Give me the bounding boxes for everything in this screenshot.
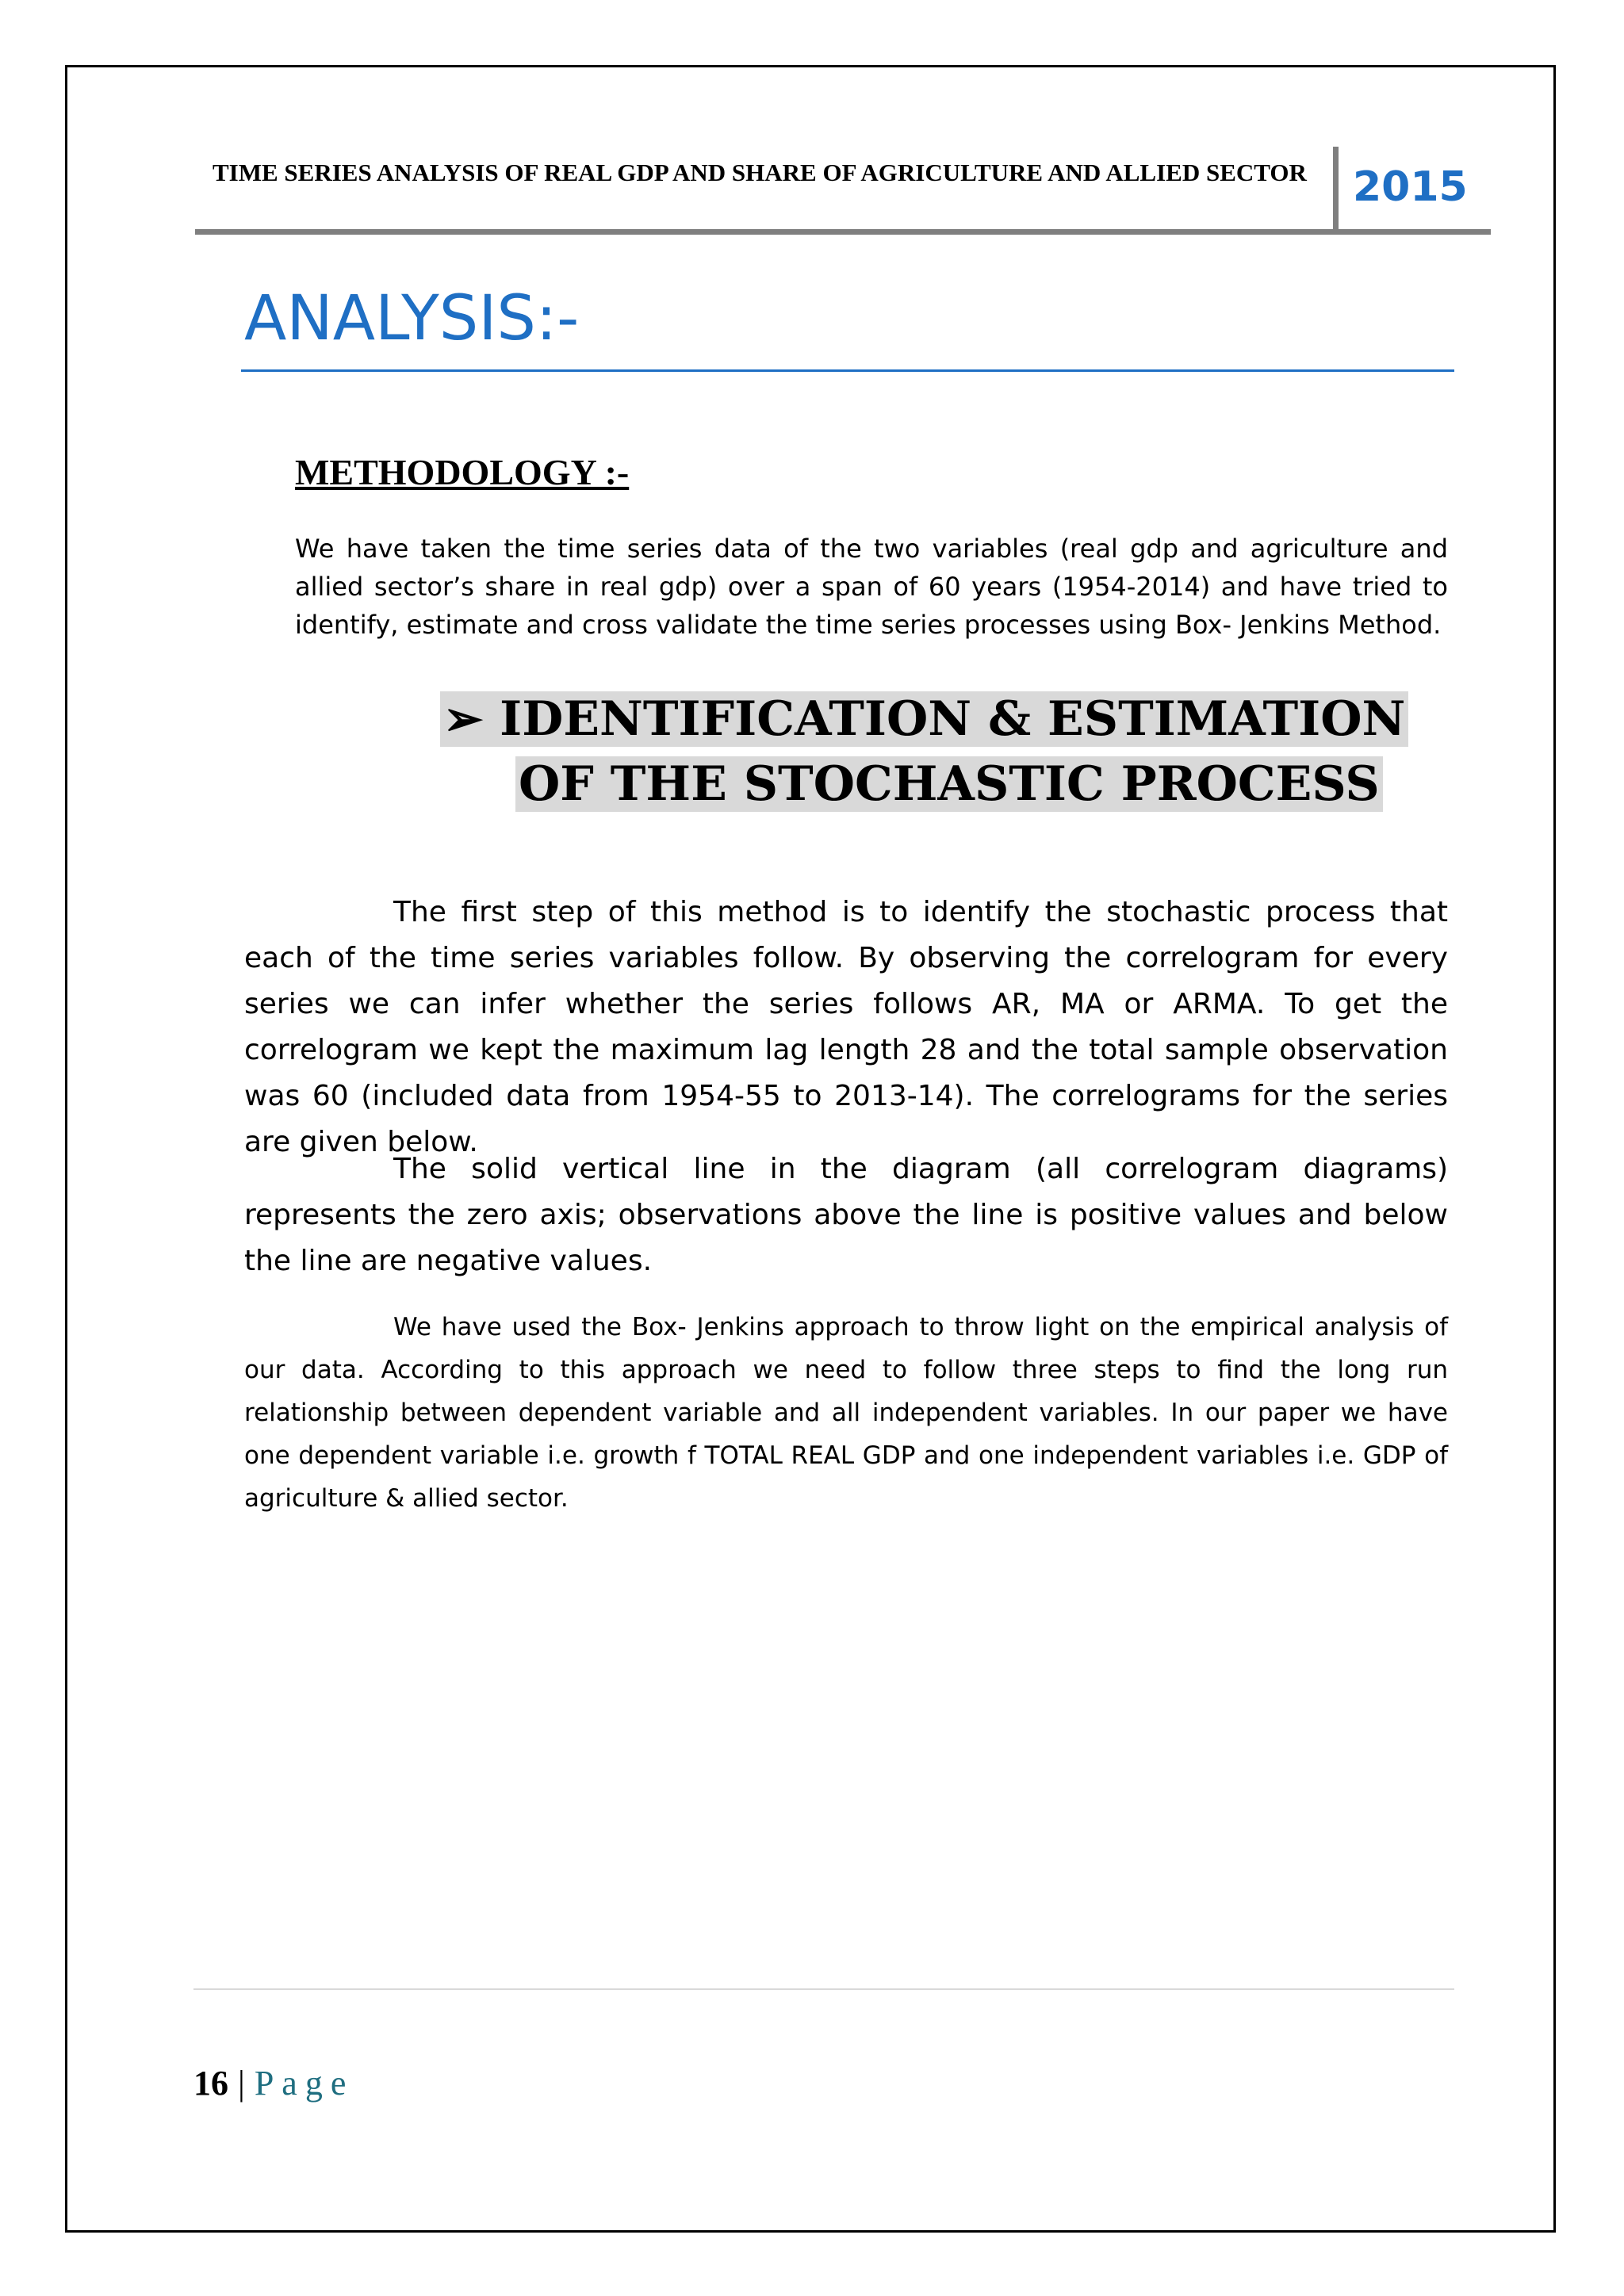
page-word: Page <box>254 2064 354 2103</box>
header-rule <box>195 229 1491 235</box>
arrow-bullet-icon: ➢ <box>443 691 484 747</box>
footer-rule <box>193 1988 1454 1990</box>
running-header-year: 2015 <box>1353 163 1468 211</box>
subheading-line-2 <box>440 752 1380 817</box>
page-number: 16 <box>193 2064 228 2103</box>
running-header-title: TIME SERIES ANALYSIS OF REAL GDP AND SHARE OF AGRICULTURE AND ALLIED SECTOR <box>213 159 1307 186</box>
subheading-text-1: IDENTIFICATION & ESTIMATION <box>500 691 1406 747</box>
methodology-paragraph: We have taken the time series data of the two variables (real gdp and agriculture and allied sector’s share in real gdp) over a span of 60 years (1954-2014) and have tried to identify, estimate and cross validate the time series processes using Box- Jenkins Method. <box>295 534 1448 640</box>
body-paragraph-3: We have used the Box- Jenkins approach to throw light on the empirical analysis of our data. According to this approach we need to follow three steps to find the long run relationship between dependent variable and all independent variables. In our paper we have one dependent variable i.e. growth f TOTAL REAL GDP and one independent variables i.e. GDP of agriculture & allied sector. <box>244 1313 1448 1513</box>
header-separator <box>1333 147 1339 231</box>
methodology-heading: METHODOLOGY :- <box>295 452 630 492</box>
footer-separator: | <box>238 2064 245 2103</box>
section-title-rule <box>241 369 1454 372</box>
subheading-text-2: OF THE STOCHASTIC PROCESS <box>515 756 1383 812</box>
subheading <box>440 687 1406 817</box>
body-paragraph-2: The solid vertical line in the diagram (all correlogram diagrams) represents the zero axis; observations above the line is positive values and below the line are negative values. <box>244 1153 1448 1277</box>
subheading-line-1 <box>440 687 1406 752</box>
body-paragraph-1: The first step of this method is to identify the stochastic process that each of the time series variables follow. By observing the correlogram for every series we can infer whether the series follows AR, MA or ARMA. To get the correlogram we kept the maximum lag length 28 and the total sample observation was 60 (included data from 1954-55 to 2013-14). The correlograms for the series are given below. <box>244 896 1448 1158</box>
section-title: ANALYSIS:- <box>244 283 580 354</box>
page-footer <box>193 2061 354 2106</box>
